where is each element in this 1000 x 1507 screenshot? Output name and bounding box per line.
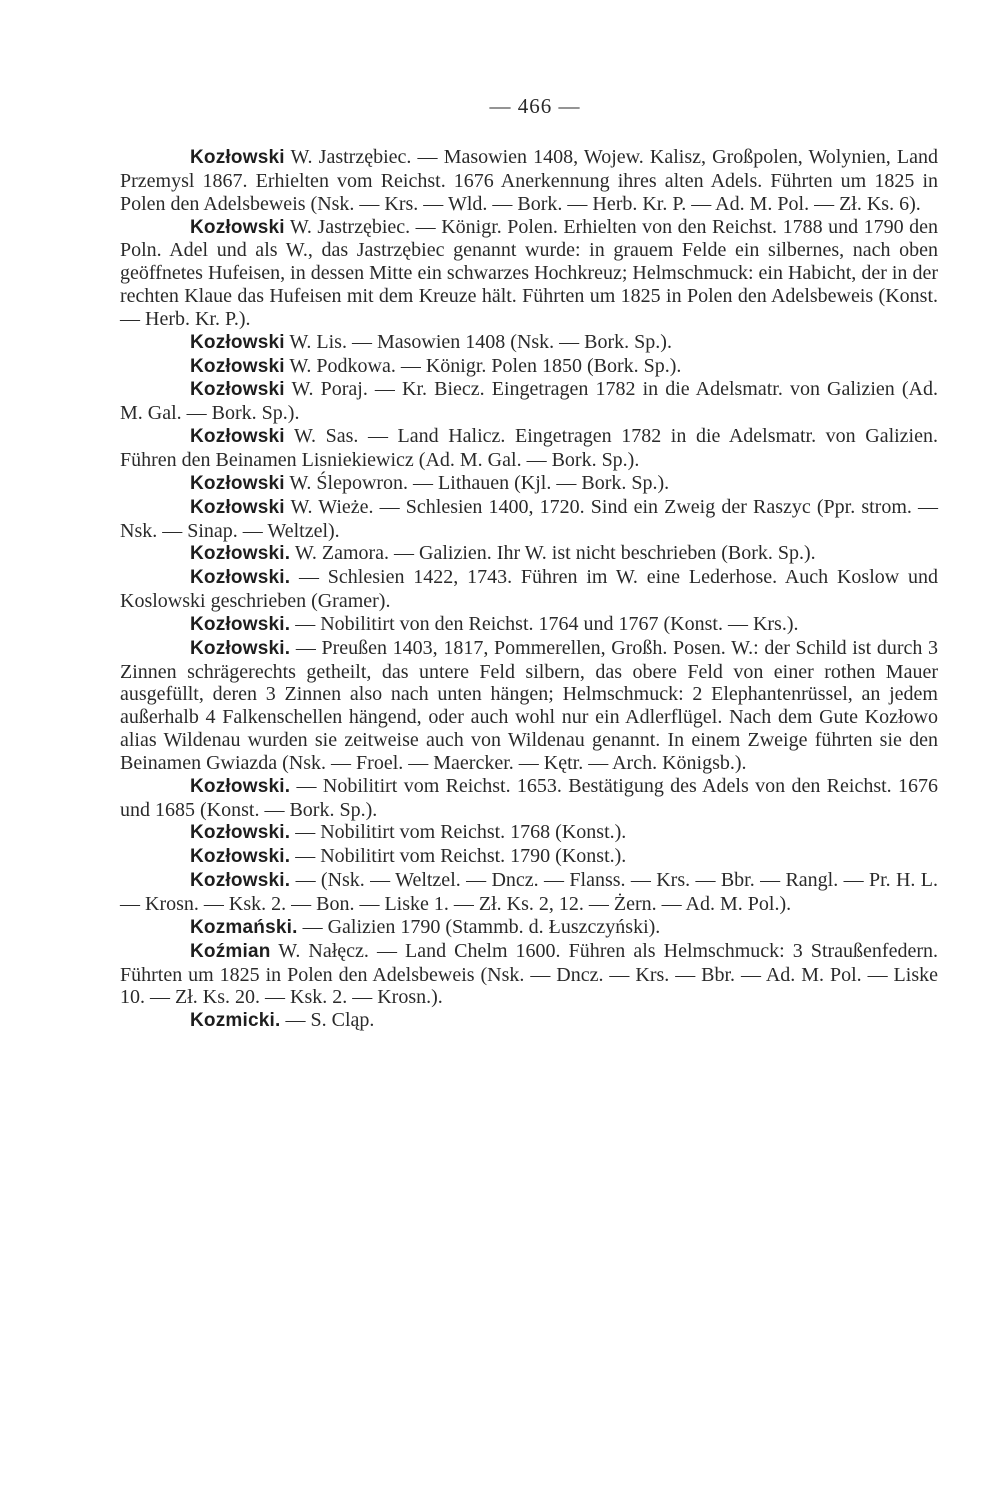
entry-text: — S. Cląp.	[285, 1009, 375, 1032]
entry	[120, 613, 938, 637]
entry	[120, 146, 938, 216]
entry	[120, 472, 938, 496]
entry	[120, 542, 938, 566]
entry	[120, 637, 938, 775]
entry-name: Kozłowski.	[190, 567, 291, 589]
entry-name: Kozłowski.	[190, 543, 291, 565]
entry-name: Kozmański.	[190, 916, 298, 938]
entry-text: — Nobilitirt vom Reichst. 1790 (Konst.).	[295, 845, 627, 868]
entry-name: Kozłowski	[190, 426, 285, 448]
entry-text: — Galizien 1790 (Stammb. d. Łuszczyński).	[302, 915, 661, 938]
entry-name: Kozłowski	[190, 355, 285, 377]
entry-text: W. Jastrzębiec. — Masowien 1408, Wojew. Kalisz, Großpolen, Wolynien, Land Przemysl 1867. Erhielten vom Reichst. 1676 Anerkennung ihres alten Adels. Führten um 1825 in Polen den Adelsbeweis (Nsk. — Krs. — Wld. — Bork. — Herb. Kr. P. — Ad. M. Pol. — Zł. Ks. 6).	[120, 146, 938, 215]
entry-name: Kozłowski	[190, 216, 285, 238]
entry-text: — (Nsk. — Weltzel. — Dncz. — Flanss. — Krs. — Bbr. — Rangl. — Pr. H. L. — Krosn. — Ksk. 2. — Bon. — Liske 1. — Zł. Ks. 2, 12. — Żern. — Ad. M. Pol.).	[120, 869, 939, 915]
entry-text: W. Lis. — Masowien 1408 (Nsk. — Bork. Sp.).	[289, 330, 672, 353]
page-number: — 466 —	[489, 94, 581, 118]
entry-name: Kozłowski	[190, 379, 285, 401]
entry-text: — Nobilitirt von den Reichst. 1764 und 1767 (Konst. — Krs.).	[295, 612, 799, 635]
entry-text: W. Podkowa. — Königr. Polen 1850 (Bork. Sp.).	[289, 354, 682, 377]
entry-text: W. Nałęcz. — Land Chelm 1600. Führen als Helmschmuck: 3 Straußenfedern. Führten um 1825 in Polen den Adelsbeweis (Nsk. — Dncz. — Krs. — Bbr. — Ad. M. Pol. — Liske 10. — Zł. Ks. 20. — Ksk. 2. — Krosn.).	[120, 939, 938, 1009]
entry-name: Kozłowski	[190, 147, 285, 168]
entry	[120, 845, 938, 869]
entry-text: W. Poraj. — Kr. Biecz. Eingetragen 1782 in die Adelsmatr. von Galizien (Ad. M. Gal. — Bork. Sp.).	[120, 378, 938, 425]
entry-name: Kozłowski.	[190, 613, 291, 635]
entry-name: Kozłowski	[190, 496, 285, 518]
entry	[120, 821, 938, 845]
entry-name: Kozłowski.	[190, 775, 291, 797]
entry	[120, 425, 938, 472]
entry	[120, 940, 938, 1010]
entry	[120, 216, 938, 331]
entry	[120, 378, 938, 425]
entry	[120, 566, 938, 613]
entry-name: Kozłowski	[190, 472, 285, 494]
entry	[120, 331, 938, 355]
entry-text: W. Wieże. — Schlesien 1400, 1720. Sind ein Zweig der Raszyc (Ppr. strom. — Nsk. — Sinap. — Weltzel).	[120, 495, 938, 542]
entry-name: Kozłowski	[190, 331, 285, 353]
entry	[120, 1009, 938, 1033]
entry	[120, 775, 938, 822]
entry	[120, 496, 938, 543]
entry-name: Kozmicki.	[190, 1010, 281, 1032]
entry	[120, 869, 938, 916]
entry-list	[120, 146, 938, 1033]
entry	[120, 916, 938, 940]
entry-name: Koźmian	[190, 940, 271, 962]
entry-name: Kozłowski.	[190, 637, 291, 659]
entry-text: W. Jastrzębiec. — Königr. Polen. Erhielten von den Reichst. 1788 und 1790 den Poln. Adel und als W., das Jastrzębiec genannt wurde: in grauem Felde ein silbernes, nach oben geöffnetes Hufeisen, in dessen Mitte ein schwarzes Hochkreuz; Helmschmuck: ein Habicht, der in der rechten Klaue das Hufeisen mit dem Kreuze hält. Führten um 1825 in Polen den Adelsbeweis (Konst. — Herb. Kr. P.).	[120, 215, 938, 330]
entry-text: — Nobilitirt vom Reichst. 1653. Bestätigung des Adels von den Reichst. 1676 und 1685 (Konst. — Bork. Sp.).	[120, 774, 939, 821]
entry-text: W. Zamora. — Galizien. Ihr W. ist nicht beschrieben (Bork. Sp.).	[294, 542, 816, 565]
entry	[120, 355, 938, 379]
entry-name: Kozłowski.	[190, 822, 291, 844]
entry-name: Kozłowski.	[190, 846, 291, 868]
entry-name: Kozłowski.	[190, 870, 291, 892]
entry-text: W. Ślepowron. — Lithauen (Kjl. — Bork. Sp.).	[289, 471, 670, 494]
entry-text: — Schlesien 1422, 1743. Führen im W. eine Lederhose. Auch Koslow und Koslowski geschrieben (Gramer).	[120, 566, 938, 613]
entry-text: — Nobilitirt vom Reichst. 1768 (Konst.).	[295, 821, 627, 844]
entry-text: W. Sas. — Land Halicz. Eingetragen 1782 in die Adelsmatr. von Galizien. Führen den Beinamen Lisniekiewicz (Ad. M. Gal. — Bork. Sp.).	[120, 425, 938, 471]
entry-text: — Preußen 1403, 1817, Pommerellen, Großh. Posen. W.: der Schild ist durch 3 Zinnen schrägerechts getheilt, das untere Feld silbern, das obere Feld von einer rothen Mauer ausgefüllt, deren 3 Zinnen also nach unten hängen; Helmschmuck: 2 Elephantenrüssel, an jedem außerhalb 4 Falkenschellen hängend, oder auch wohl nur ein Adlerflügel. Nach dem Gute Kozłowo alias Wildenau wurden sie zeitweise auch von Wildenau genannt. In einem Zweige führten sie den Beinamen Gwiazda (Nsk. — Froel. — Maercker. — Kętr. — Arch. Königsb.).	[120, 636, 939, 774]
